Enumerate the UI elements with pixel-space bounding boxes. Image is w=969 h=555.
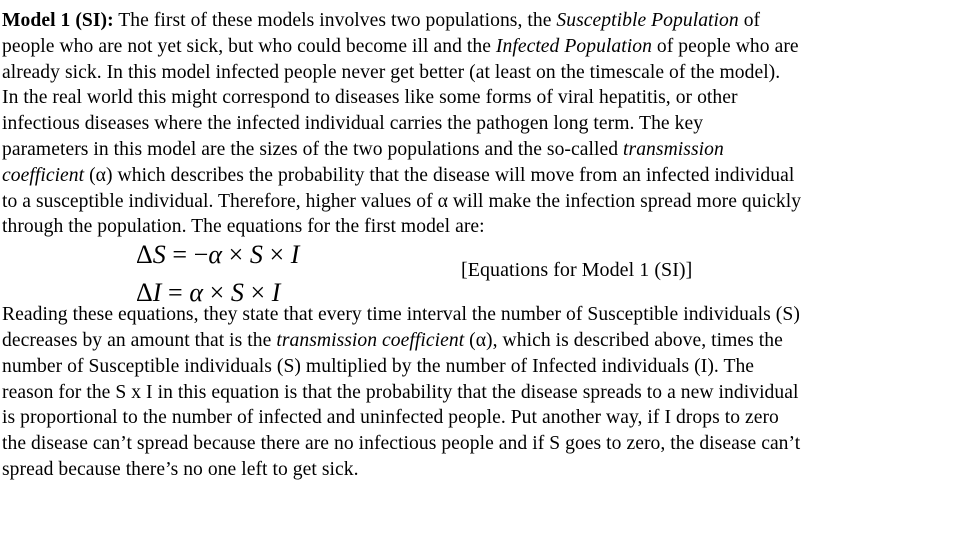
- var-s: S: [152, 240, 166, 270]
- operator: ×: [222, 240, 250, 270]
- operator: ×: [243, 278, 272, 308]
- var-i: I: [152, 278, 162, 308]
- operator: =: [161, 278, 190, 308]
- var-s: S: [249, 240, 263, 270]
- text-run: The first of these models involves two populations, the: [113, 10, 557, 31]
- text-line: [2, 34, 964, 60]
- text-line: to a susceptible individual. Therefore, higher values of α will make the infection spread more quickly: [2, 190, 802, 212]
- text-line: spread because there’s no one left to get sick.: [2, 458, 359, 480]
- var-alpha: α: [189, 278, 204, 308]
- term-susceptible-population: Susceptible Population: [556, 10, 739, 31]
- var-alpha: α: [208, 240, 223, 270]
- text-run: people who are not yet sick, but who could become ill and the: [2, 35, 496, 57]
- text-line: [2, 137, 964, 163]
- equation-block: [2, 240, 964, 308]
- text-line: number of Susceptible individuals (S) multiplied by the number of Infected individuals (I). The: [2, 355, 755, 377]
- model-heading: Model 1 (SI):: [2, 10, 114, 31]
- term-infected-population: Infected Population: [495, 35, 652, 57]
- term-transmission-coefficient: transmission coefficient: [276, 329, 465, 351]
- equation-caption: [Equations for Model 1 (SI)]: [461, 259, 693, 282]
- delta-symbol: Δ: [136, 240, 153, 270]
- equation-delta-i: [136, 278, 280, 308]
- text-run: (α) which describes the probability that the disease will move from an infected individual: [84, 164, 795, 186]
- paragraph-model-1: [2, 8, 964, 240]
- text-line: reason for the S x I in this equation is that the probability that the disease spreads to a new individual: [2, 381, 799, 403]
- text-line: infectious diseases where the infected individual carries the pathogen long term. The key: [2, 113, 704, 135]
- text-line: Reading these equations, they state that every time interval the number of Susceptible individuals (S): [2, 304, 800, 326]
- text-line: through the population. The equations for the first model are:: [2, 216, 485, 238]
- text-run: (α), which is described above, times the: [464, 329, 783, 351]
- operator: ×: [203, 278, 231, 308]
- document-body: [2, 8, 964, 483]
- text-line: the disease can’t spread because there are no infectious people and if S goes to zero, the disease can’t: [2, 433, 801, 455]
- var-i: I: [271, 278, 281, 308]
- text-line: [2, 8, 964, 34]
- text-line: is proportional to the number of infected and uninfected people. Put another way, if I drops to zero: [2, 407, 779, 429]
- delta-symbol: Δ: [136, 278, 153, 308]
- operator: = −: [165, 240, 209, 270]
- operator: ×: [262, 240, 291, 270]
- equation-delta-s: [136, 240, 300, 270]
- text-run: of people who are: [651, 35, 799, 57]
- text-line: [2, 163, 964, 189]
- var-s: S: [230, 278, 244, 308]
- term-transmission: transmission: [623, 138, 724, 160]
- var-i: I: [290, 240, 300, 270]
- text-line: [2, 328, 964, 354]
- text-line: already sick. In this model infected people never get better (at least on the timescale of the model).: [2, 61, 781, 83]
- term-coefficient: coefficient: [2, 164, 85, 186]
- text-run: parameters in this model are the sizes of the two populations and the so-called: [2, 138, 624, 160]
- text-line: In the real world this might correspond to diseases like some forms of viral hepatitis, or other: [2, 87, 738, 109]
- text-run: decreases by an amount that is the: [2, 329, 277, 351]
- text-run: of: [738, 10, 761, 31]
- paragraph-explanation: [2, 302, 964, 483]
